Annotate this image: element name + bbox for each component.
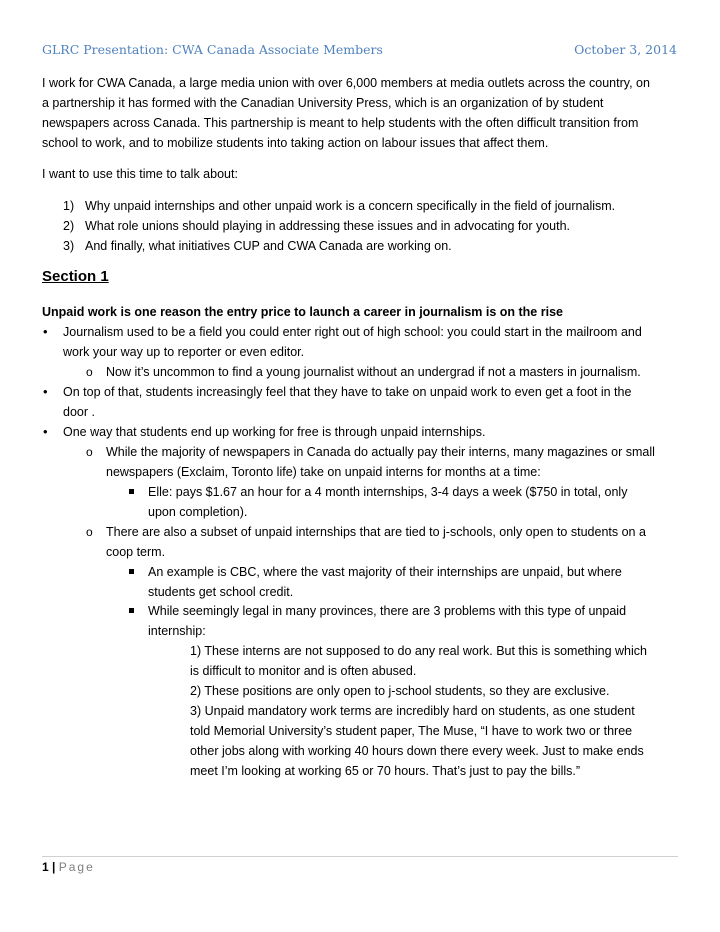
sub-bullet-line: coop term. xyxy=(106,545,166,559)
problem-line: meet I’m looking at working 65 or 70 hours. That’s just to pay the bills.” xyxy=(190,764,581,778)
sub-bullet-item: Now it’s uncommon to find a young journalist without an undergrad if not a masters in journalism. xyxy=(106,365,641,379)
talk-intro: I want to use this time to talk about: xyxy=(42,167,238,181)
intro-line: school to work, and to mobilize students into taking action on labour issues that affect them. xyxy=(42,136,549,150)
problem-line: 3) Unpaid mandatory work terms are incredibly hard on students, as one student xyxy=(190,704,635,718)
square-bullet-line: students get school credit. xyxy=(148,585,294,599)
topic-text: And finally, what initiatives CUP and CWA Canada are working on. xyxy=(85,239,452,253)
topic-text: Why unpaid internships and other unpaid work is a concern specifically in the field of journalism. xyxy=(85,199,616,213)
intro-line: I work for CWA Canada, a large media union with over 6,000 members at media outlets across the country, on xyxy=(42,76,650,90)
subheading: Unpaid work is one reason the entry price to launch a career in journalism is on the rise xyxy=(42,305,563,319)
sub-bullet-line: newspapers (Exclaim, Toronto life) take on unpaid interns for months at a time: xyxy=(106,465,541,479)
intro-paragraph xyxy=(42,73,678,153)
header-title: GLRC Presentation: CWA Canada Associate Members xyxy=(42,42,383,57)
footer-divider xyxy=(42,856,678,857)
topic-number: 2) xyxy=(63,219,75,233)
sub-bullet-circle: o xyxy=(86,525,93,539)
footer-separator: | xyxy=(52,860,56,874)
bullet-item xyxy=(63,322,642,362)
page-number: 1 xyxy=(42,860,49,874)
sub-bullet-circle: o xyxy=(86,365,93,379)
sub-bullet-item xyxy=(106,442,655,482)
topic-number: 3) xyxy=(63,239,75,253)
square-bullet xyxy=(129,489,134,494)
intro-line: a partnership it has formed with the Canadian University Press, which is an organization of by student xyxy=(42,96,604,110)
square-bullet-line: upon completion). xyxy=(148,505,248,519)
problems-list xyxy=(190,641,647,781)
header-date: October 3, 2014 xyxy=(574,42,677,57)
problem-line: 2) These positions are only open to j-school students, so they are exclusive. xyxy=(190,684,610,698)
intro-line: newspapers across Canada. This partnership is meant to help students with the often difficult transition from xyxy=(42,116,639,130)
square-bullet-line: While seemingly legal in many provinces, there are 3 problems with this type of unpaid xyxy=(148,604,627,618)
square-bullet xyxy=(129,569,134,574)
bullet-line: work your way up to reporter or even editor. xyxy=(63,345,305,359)
page-word: Page xyxy=(58,860,95,874)
sub-bullet-line: There are also a subset of unpaid internships that are tied to j-schools, only open to students on a xyxy=(106,525,646,539)
bullet-dot: • xyxy=(43,424,48,439)
topic-number: 1) xyxy=(63,199,75,213)
square-bullet-item xyxy=(148,482,627,522)
bullet-item xyxy=(63,382,631,422)
sub-bullet-circle: o xyxy=(86,445,93,459)
problem-line: is difficult to monitor and is often abused. xyxy=(190,664,417,678)
square-bullet-item xyxy=(148,601,626,641)
topic-text: What role unions should playing in addressing these issues and in advocating for youth. xyxy=(85,219,571,233)
bullet-line: door . xyxy=(63,405,95,419)
page-footer xyxy=(42,858,95,876)
bullet-dot: • xyxy=(43,324,48,339)
problem-line: 1) These interns are not supposed to do any real work. But this is something which xyxy=(190,644,647,658)
square-bullet-line: internship: xyxy=(148,624,206,638)
bullet-line: On top of that, students increasingly feel that they have to take on unpaid work to even get a foot in the xyxy=(63,385,632,399)
bullet-dot: • xyxy=(43,384,48,399)
problem-line: told Memorial University’s student paper, The Muse, “I have to work two or three xyxy=(190,724,633,738)
problem-line: other jobs along with working 40 hours down there every week. Just to make ends xyxy=(190,744,644,758)
square-bullet xyxy=(129,608,134,613)
sub-bullet-item xyxy=(106,522,646,562)
sub-bullet-line: While the majority of newspapers in Canada do actually pay their interns, many magazines or small xyxy=(106,445,655,459)
square-bullet-line: Elle: pays $1.67 an hour for a 4 month internships, 3-4 days a week ($750 in total, only xyxy=(148,485,628,499)
section-title: Section 1 xyxy=(42,268,109,285)
square-bullet-line: An example is CBC, where the vast majority of their internships are unpaid, but where xyxy=(148,565,622,579)
topics-list xyxy=(0,196,720,258)
bullet-line: Journalism used to be a field you could enter right out of high school: you could start in the mailroom and xyxy=(63,325,642,339)
bullet-item: One way that students end up working for free is through unpaid internships. xyxy=(63,425,486,439)
square-bullet-item xyxy=(148,562,622,602)
